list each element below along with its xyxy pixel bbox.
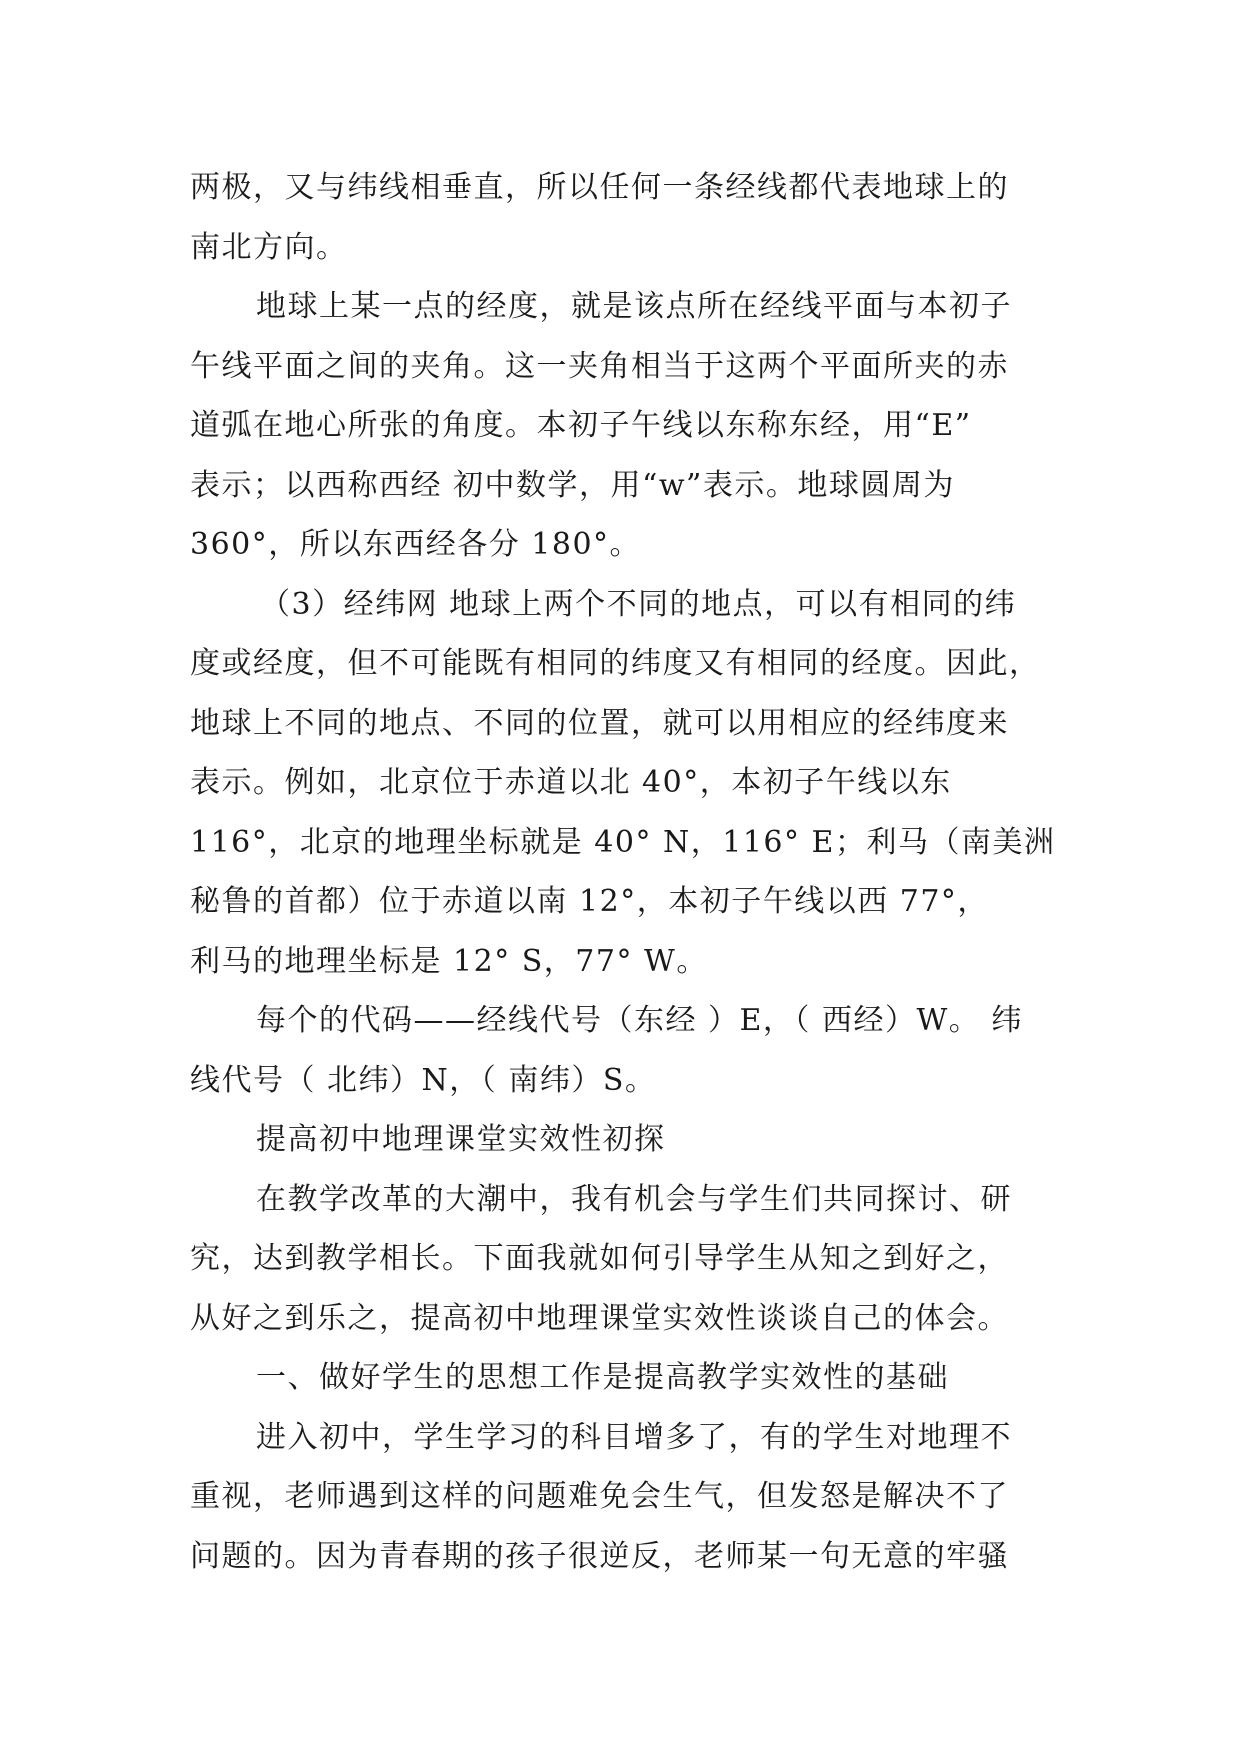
paragraph-codes: 每个的代码——经线代号（东经 ）E，（ 西经）W。 纬 <box>256 1003 1023 1038</box>
paragraph-body: 进入初中，学生学习的科目增多了，有的学生对地理不 <box>256 1419 1012 1455</box>
text-line: 南北方向。 <box>190 229 348 265</box>
text-line: 问题的。因为青春期的孩子很逆反，老师某一句无意的牢骚 <box>190 1538 1009 1574</box>
text-line: 究，达到教学相长。下面我就如何引导学生从知之到好之， <box>190 1241 1009 1276</box>
text-line: 秘鲁的首都）位于赤道以南 12°，本初子午线以西 77°， <box>190 884 989 919</box>
text-line: 线代号（ 北纬）N，（ 南纬）S。 <box>190 1062 657 1098</box>
text-line: 利马的地理坐标是 12° S，77° W。 <box>190 943 708 979</box>
subsection-heading: 一、做好学生的思想工作是提高教学实效性的基础 <box>256 1360 949 1395</box>
text-line: 表示；以西称西经 初中数学，用“w”表示。地球圆周为 <box>190 467 955 503</box>
document-body <box>190 158 1070 1586</box>
text-line: 度或经度，但不可能既有相同的纬度又有相同的经度。因此， <box>190 646 1041 681</box>
text-line: 表示。例如，北京位于赤道以北 40°，本初子午线以东 <box>190 765 952 800</box>
paragraph-longitude: 地球上某一点的经度，就是该点所在经线平面与本初子 <box>256 289 1012 324</box>
text-line: 重视，老师遇到这样的问题难免会生气，但发怒是解决不了 <box>190 1479 1009 1514</box>
text-line: 道弧在地心所张的角度。本初子午线以东称东经，用“E” <box>190 408 972 443</box>
paragraph-graticule: （3）经纬网 地球上两个不同的地点，可以有相同的纬 <box>260 586 1017 622</box>
section-heading: 提高初中地理课堂实效性初探 <box>256 1122 666 1157</box>
text-line: 地球上不同的地点、不同的位置，就可以用相应的经纬度来 <box>190 705 1009 741</box>
text-line: 116°，北京的地理坐标就是 40° N，116° E；利马（南美洲 <box>190 824 1056 860</box>
text-line: 两极，又与纬线相垂直，所以任何一条经线都代表地球上的 <box>190 170 1009 205</box>
text-line: 午线平面之间的夹角。这一夹角相当于这两个平面所夹的赤 <box>190 348 1009 384</box>
text-line: 从好之到乐之，提高初中地理课堂实效性谈谈自己的体会。 <box>190 1300 1009 1336</box>
paragraph-intro: 在教学改革的大潮中，我有机会与学生们共同探讨、研 <box>256 1181 1012 1217</box>
text-line: 360°，所以东西经各分 180°。 <box>190 527 642 562</box>
